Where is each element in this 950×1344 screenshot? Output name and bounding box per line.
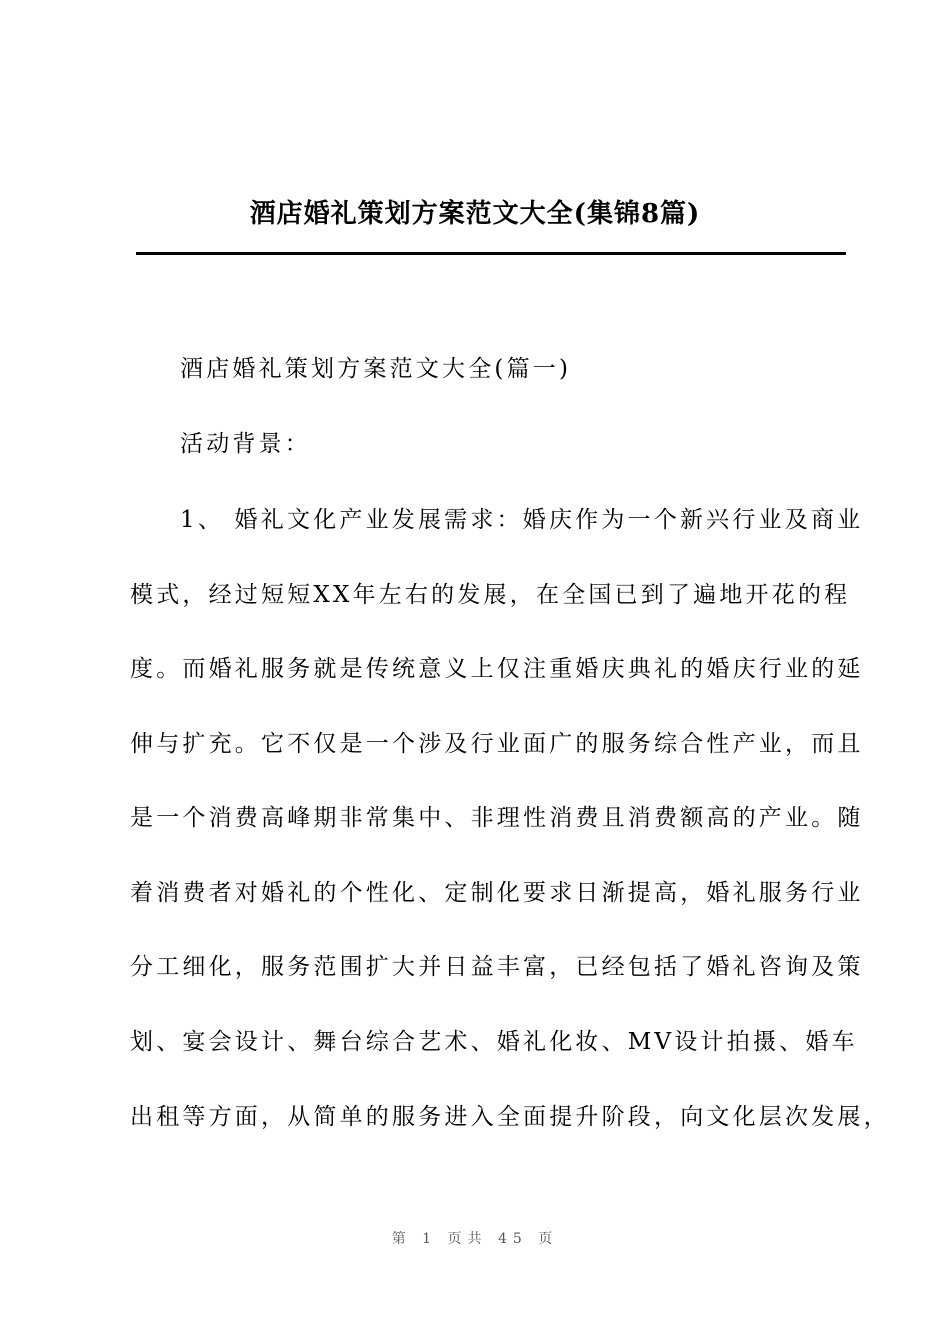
subheading-activity-background: 活动背景： [180,431,311,457]
paragraph-line: 划、宴会设计、舞台综合艺术、婚礼化妆、MV设计拍摄、婚车 [130,1029,858,1055]
paragraph-line: 出租等方面，从简单的服务进入全面提升阶段，向文化层次发展， [130,1104,890,1130]
paragraph-line: 伸与扩充。它不仅是一个涉及行业面广的服务综合性产业，而且 [130,731,864,757]
paragraph-line: 着消费者对婚礼的个性化、定制化要求日渐提高，婚礼服务行业 [130,880,864,906]
section-heading: 酒店婚礼策划方案范文大全(篇一) [180,356,572,382]
document-title: 酒店婚礼策划方案范文大全(集锦8篇) [249,199,701,229]
paragraph-line: 度。而婚礼服务就是传统意义上仅注重婚庆典礼的婚庆行业的延 [130,656,864,682]
paragraph-line: 是一个消费高峰期非常集中、非理性消费且消费额高的产业。随 [130,805,864,831]
paragraph-line: 模式，经过短短XX年左右的发展，在全国已到了遍地开花的程 [130,582,851,608]
page-footer: 第 1 页共 45 页 [391,1231,559,1247]
title-underline [136,252,846,255]
paragraph-line: 1、 婚礼文化产业发展需求：婚庆作为一个新兴行业及商业 [180,507,864,533]
paragraph-line: 分工细化，服务范围扩大并日益丰富，已经包括了婚礼咨询及策 [130,954,864,980]
